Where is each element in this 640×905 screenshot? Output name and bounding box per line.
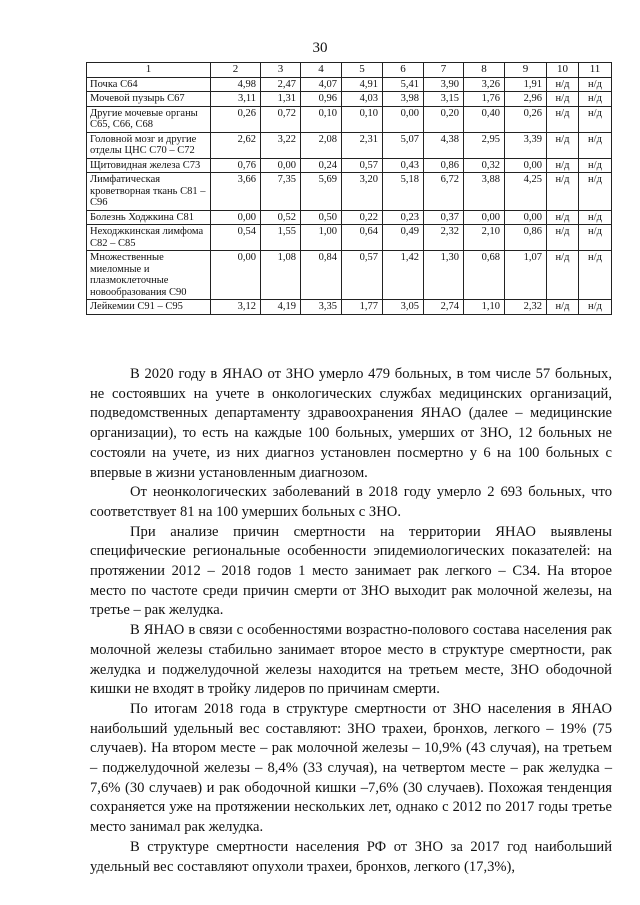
table-cell: 5,18 (383, 173, 424, 211)
row-label: Щитовидная железа С73 (87, 158, 211, 173)
table-cell: 3,26 (464, 77, 505, 92)
table-cell: 0,00 (383, 106, 424, 132)
table-cell: н/д (547, 300, 579, 315)
table-row (87, 300, 612, 315)
table-cell: 3,15 (424, 92, 464, 107)
table-header-cell: 11 (579, 63, 612, 78)
paragraph: В 2020 году в ЯНАО от ЗНО умерло 479 больных, в том числе 57 больных, не состоявших на учете в онкологических службах медицинских организаций, подведомственных департаменту здравоохранения ЯНАО (далее – медицинские организации), то есть на каждые 100 больных, умерших от ЗНО, 12 больных не состояли на учете, из них диагноз установлен посмертно у 6 на 100 больных с впервые в жизни установленным диагнозом. (90, 366, 612, 481)
table-row (87, 210, 612, 225)
table-cell: 0,10 (301, 106, 342, 132)
table-row (87, 225, 612, 251)
table-cell: 0,40 (464, 106, 505, 132)
table-cell: 0,43 (383, 158, 424, 173)
table-cell: 0,96 (301, 92, 342, 107)
table-header-cell: 8 (464, 63, 505, 78)
page-number: 30 (312, 40, 328, 56)
statistics-table (86, 62, 612, 315)
table-cell: 1,07 (505, 251, 547, 300)
table-cell: 1,08 (261, 251, 301, 300)
row-label: Лимфатическая кроветворная ткань С81 – С96 (87, 173, 211, 211)
table-cell: 0,86 (424, 158, 464, 173)
table-cell: 3,39 (505, 132, 547, 158)
table-cell: н/д (547, 92, 579, 107)
table-cell: 0,00 (211, 210, 261, 225)
paragraph: В ЯНАО в связи с особенностями возрастно-полового состава населения рак молочной железы стабильно занимает второе место в структуре смертности, рак желудка и поджелудочной железы находится на третьем месте, ЗНО ободочной кишки не входят в тройку лидеров по причинам смерти. (90, 622, 612, 698)
table-cell: 0,64 (342, 225, 383, 251)
paragraph: В структуре смертности населения РФ от ЗНО за 2017 год наибольший удельный вес составляют опухоли трахеи, бронхов, легкого (17,3%), (90, 838, 612, 875)
table-cell: 1,30 (424, 251, 464, 300)
table-cell: н/д (579, 251, 612, 300)
row-label: Головной мозг и другие отделы ЦНС С70 – С72 (87, 132, 211, 158)
table-header-cell: 4 (301, 63, 342, 78)
table-header-cell: 5 (342, 63, 383, 78)
row-label: Другие мочевые органы С65, С66, С68 (87, 106, 211, 132)
table-cell: 0,00 (211, 251, 261, 300)
table-header-cell: 9 (505, 63, 547, 78)
body-text (90, 365, 612, 877)
table-cell: 1,42 (383, 251, 424, 300)
table-cell: 3,12 (211, 300, 261, 315)
table-cell: 2,10 (464, 225, 505, 251)
table-cell: н/д (547, 77, 579, 92)
table-cell: н/д (579, 92, 612, 107)
table-cell: 4,19 (261, 300, 301, 315)
table-cell: н/д (579, 158, 612, 173)
row-label: Мочевой пузырь С67 (87, 92, 211, 107)
table-cell: н/д (579, 225, 612, 251)
table-cell: н/д (547, 158, 579, 173)
table-cell: 3,88 (464, 173, 505, 211)
table-cell: 0,00 (505, 158, 547, 173)
table-cell: н/д (579, 106, 612, 132)
table-cell: 4,03 (342, 92, 383, 107)
table-cell: 1,91 (505, 77, 547, 92)
table-cell: 0,52 (261, 210, 301, 225)
table-cell: 2,32 (424, 225, 464, 251)
table-cell: н/д (579, 132, 612, 158)
table-cell: 0,26 (505, 106, 547, 132)
paragraph: При анализе причин смертности на территории ЯНАО выявлены специфические региональные особенности эпидемиологических показателей: на протяжении 2012 – 2018 годов 1 место занимает рак легкого – С34. На второе место по частоте среди причин смерти от ЗНО выходит рак молочной железы, на третье – рак желудка. (90, 523, 612, 619)
table-cell: 0,00 (505, 210, 547, 225)
table-cell: 2,47 (261, 77, 301, 92)
table-header-cell: 3 (261, 63, 301, 78)
table-cell: 0,72 (261, 106, 301, 132)
table-cell: 3,22 (261, 132, 301, 158)
table-row (87, 77, 612, 92)
table-cell: 1,00 (301, 225, 342, 251)
row-label: Почка С64 (87, 77, 211, 92)
table-cell: 3,98 (383, 92, 424, 107)
table-cell: 0,76 (211, 158, 261, 173)
table-cell: н/д (579, 173, 612, 211)
table-cell: 0,50 (301, 210, 342, 225)
table-cell: 1,10 (464, 300, 505, 315)
table-header-row (87, 63, 612, 78)
table-row (87, 106, 612, 132)
table-cell: 2,74 (424, 300, 464, 315)
table-cell: н/д (579, 210, 612, 225)
table-cell: 0,68 (464, 251, 505, 300)
table-cell: 0,54 (211, 225, 261, 251)
table-cell: 5,07 (383, 132, 424, 158)
table-cell: 1,55 (261, 225, 301, 251)
table-cell: 0,20 (424, 106, 464, 132)
paragraph: По итогам 2018 года в структуре смертности от ЗНО населения в ЯНАО наибольший удельный вес составляют: ЗНО трахеи, бронхов, легкого – 19% (75 случаев). На втором месте – рак молочной железы – 10,9% (43 случая), на третьем – поджелудочной железы – 8,4% (33 случая), на четвертом месте – рак желудка – 7,6% (30 случаев) и рак ободочной кишки –7,6% (30 случаев). Похожая тенденция сохраняется уже на протяжении нескольких лет, однако с 2012 по 2017 годы третье место занимал рак желудка. (90, 700, 612, 836)
table-row (87, 132, 612, 158)
table-cell: 0,86 (505, 225, 547, 251)
table-header-cell: 1 (87, 63, 211, 78)
table-cell: 0,23 (383, 210, 424, 225)
table-cell: 2,62 (211, 132, 261, 158)
table-cell: н/д (547, 225, 579, 251)
table-cell: н/д (579, 300, 612, 315)
table-cell: 4,07 (301, 77, 342, 92)
table-cell: н/д (547, 251, 579, 300)
table-cell: 1,77 (342, 300, 383, 315)
table-cell: 4,38 (424, 132, 464, 158)
table-cell: 0,26 (211, 106, 261, 132)
table-cell: н/д (547, 106, 579, 132)
table-cell: 6,72 (424, 173, 464, 211)
row-label: Лейкемии С91 – С95 (87, 300, 211, 315)
table-cell: 0,57 (342, 251, 383, 300)
table-cell: 4,98 (211, 77, 261, 92)
table-cell: 5,69 (301, 173, 342, 211)
row-label: Болезнь Ходжкина С81 (87, 210, 211, 225)
table-cell: 3,05 (383, 300, 424, 315)
table-cell: 1,31 (261, 92, 301, 107)
table-cell: 3,11 (211, 92, 261, 107)
table-cell: 2,95 (464, 132, 505, 158)
table-cell: н/д (547, 210, 579, 225)
table-header-cell: 6 (383, 63, 424, 78)
table-cell: 5,41 (383, 77, 424, 92)
table-cell: 4,25 (505, 173, 547, 211)
table-cell: 0,24 (301, 158, 342, 173)
table-cell: 0,00 (261, 158, 301, 173)
table-cell: 0,49 (383, 225, 424, 251)
table-cell: 3,66 (211, 173, 261, 211)
table-cell: 4,91 (342, 77, 383, 92)
row-label: Неходжкинская лимфома С82 – С85 (87, 225, 211, 251)
table-cell: н/д (579, 77, 612, 92)
table-cell: н/д (547, 132, 579, 158)
table-header-cell: 7 (424, 63, 464, 78)
table-cell: 7,35 (261, 173, 301, 211)
table-cell: 2,32 (505, 300, 547, 315)
table-cell: 0,00 (464, 210, 505, 225)
table-cell: 3,90 (424, 77, 464, 92)
table-cell: 0,22 (342, 210, 383, 225)
table-cell: 2,08 (301, 132, 342, 158)
table-header-cell: 10 (547, 63, 579, 78)
table-cell: 3,35 (301, 300, 342, 315)
table-cell: 0,57 (342, 158, 383, 173)
paragraph: От неонкологических заболеваний в 2018 году умерло 2 693 больных, что соответствует 81 на 100 умерших больных с ЗНО. (90, 484, 612, 520)
row-label: Множественные миеломные и плазмоклеточные новообразования С90 (87, 251, 211, 300)
table-header-cell: 2 (211, 63, 261, 78)
table-cell: 2,96 (505, 92, 547, 107)
table-row (87, 251, 612, 300)
table-cell: н/д (547, 173, 579, 211)
table-row (87, 158, 612, 173)
table-cell: 2,31 (342, 132, 383, 158)
table-cell: 0,32 (464, 158, 505, 173)
table-cell: 3,20 (342, 173, 383, 211)
table-cell: 0,10 (342, 106, 383, 132)
table-row (87, 92, 612, 107)
table-cell: 0,84 (301, 251, 342, 300)
table-cell: 1,76 (464, 92, 505, 107)
table-cell: 0,37 (424, 210, 464, 225)
table-row (87, 173, 612, 211)
